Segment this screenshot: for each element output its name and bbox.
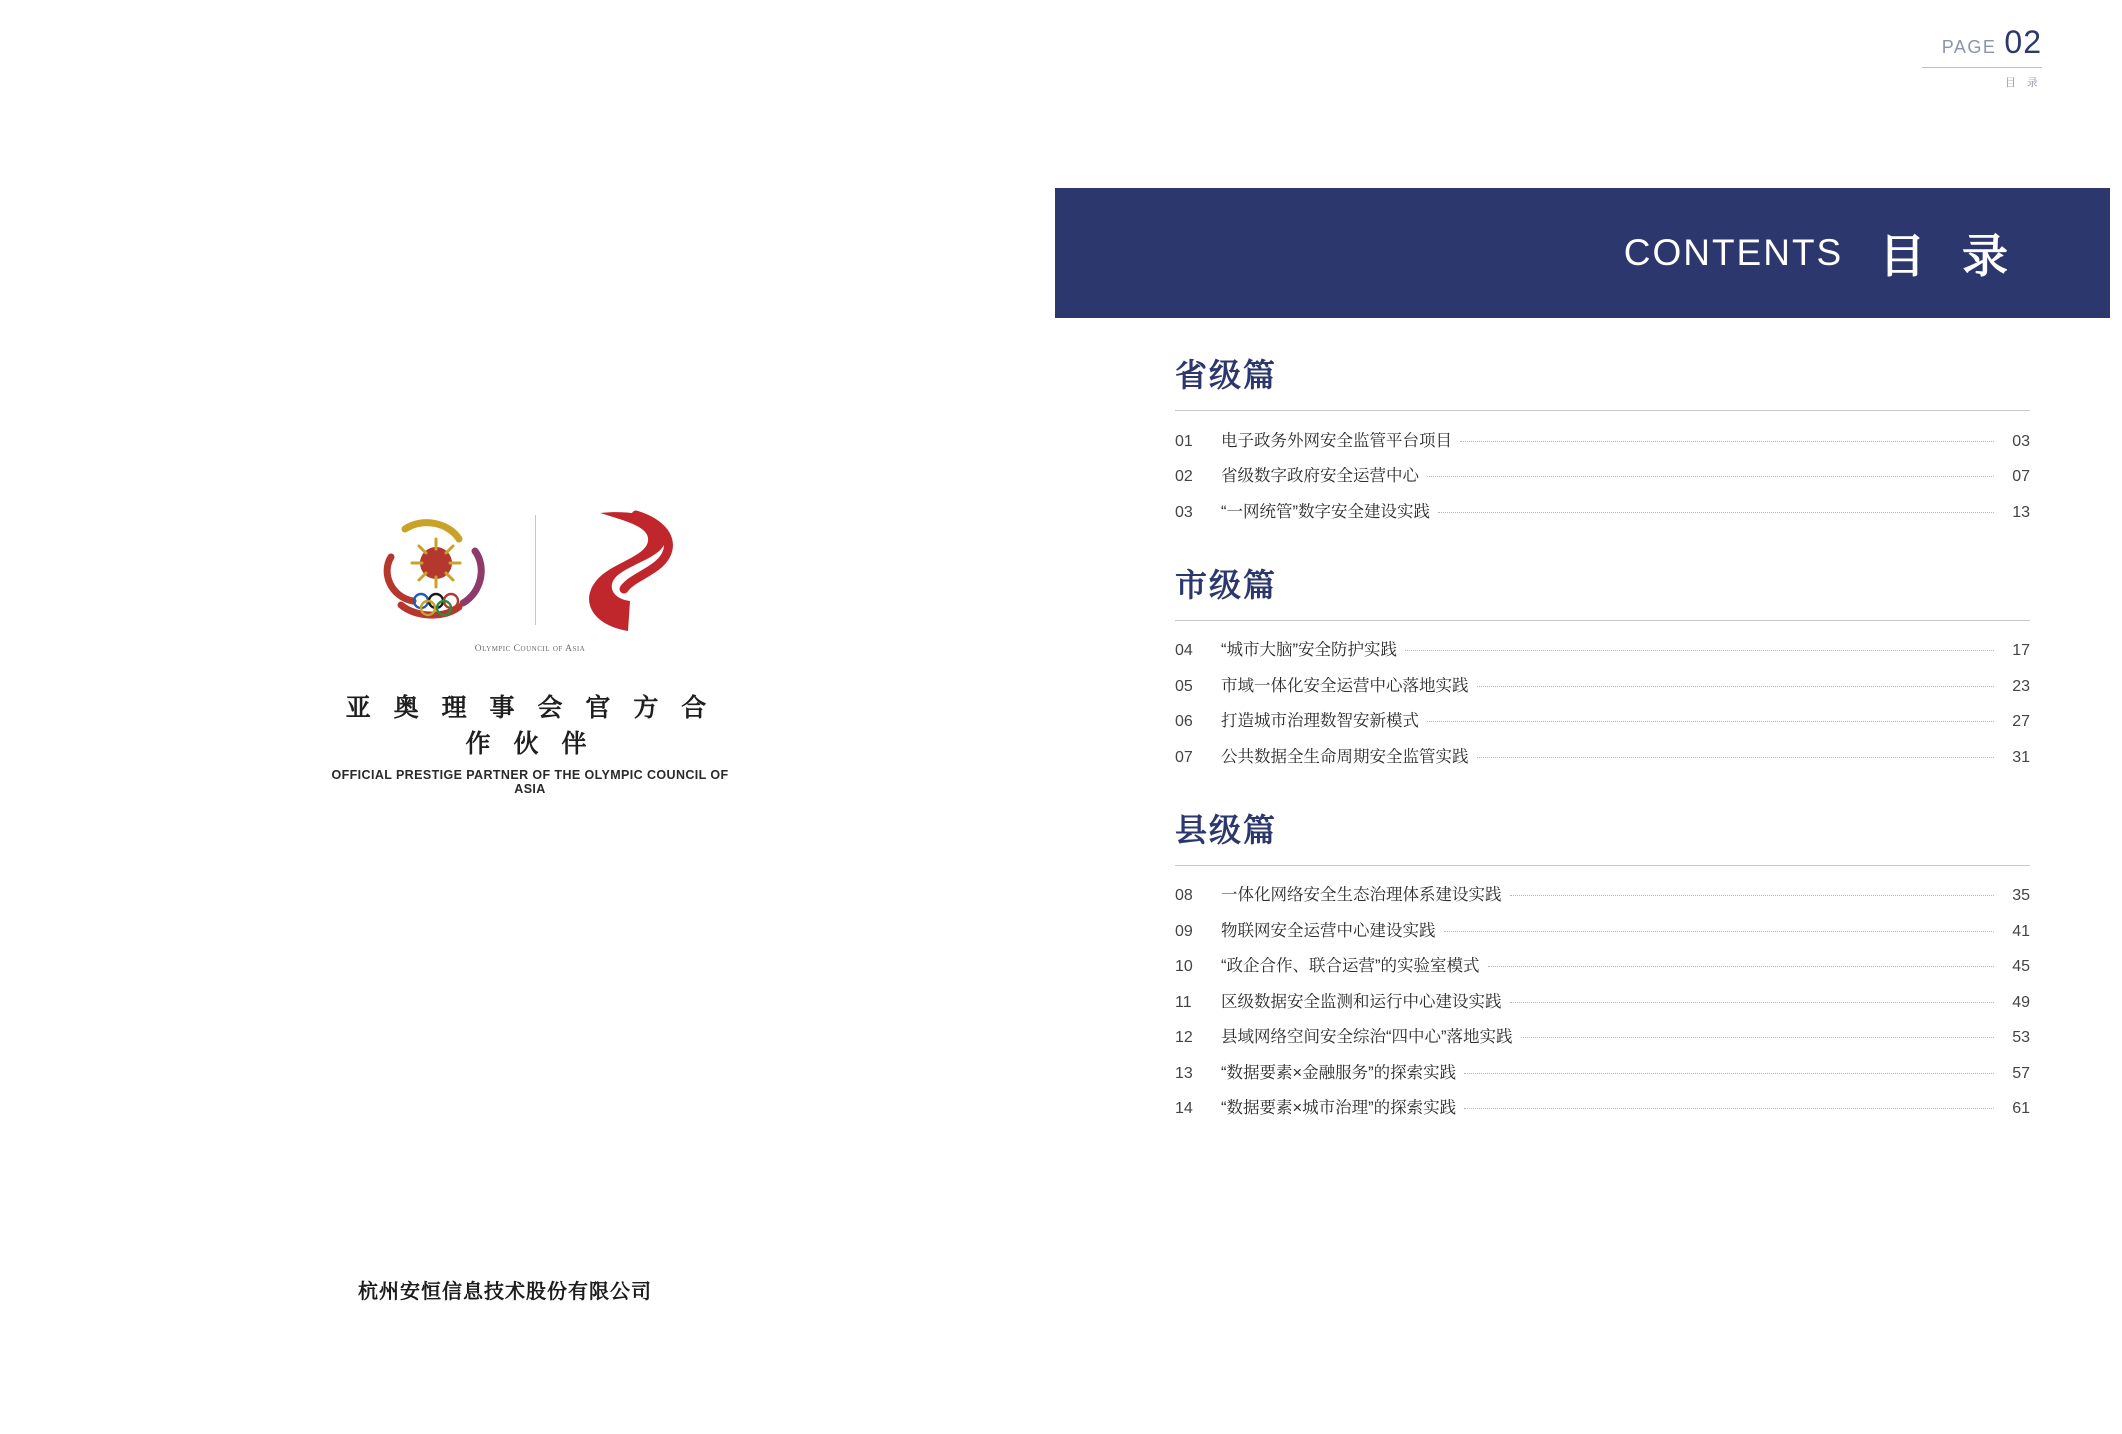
toc-entry[interactable] [1175, 698, 2030, 734]
toc-leader-dots [1510, 1002, 1995, 1003]
toc-entry-number: 10 [1175, 958, 1193, 975]
dbappsecurity-logo-icon [570, 505, 690, 635]
toc-entry[interactable] [1175, 943, 2030, 979]
toc-entry-label[interactable]: 一体化网络安全生态治理体系建设实践 [1221, 886, 1502, 904]
toc-entry-label[interactable]: “数据要素×城市治理”的探索实践 [1221, 1099, 1457, 1117]
toc-entry[interactable] [1175, 662, 2030, 698]
toc-leader-dots [1521, 1037, 1995, 1038]
toc-leader-dots [1477, 686, 1995, 687]
toc-entry-number: 06 [1175, 713, 1193, 730]
toc-entry-label[interactable]: 公共数据全生命周期安全监管实践 [1221, 747, 1469, 766]
toc-section-title: 省级篇 [1175, 350, 2030, 411]
toc-entry-label[interactable]: 电子政务外网安全监管平台项目 [1221, 431, 1452, 450]
toc-leader-dots [1427, 721, 1994, 722]
logo-row [330, 500, 730, 640]
toc-entry-page: 13 [2012, 503, 2030, 521]
toc-entry-page: 17 [2012, 642, 2030, 659]
toc-section-title: 市级篇 [1175, 560, 2030, 621]
toc-section [1175, 805, 2030, 1121]
toc-entry[interactable] [1175, 627, 2030, 663]
toc-entry[interactable] [1175, 1085, 2030, 1121]
toc-entry-page: 45 [2012, 958, 2030, 975]
page-marker-subtitle: 目 录 [2004, 77, 2042, 89]
toc-section [1175, 560, 2030, 769]
toc-entry[interactable] [1175, 1014, 2030, 1050]
toc-entry-page: 53 [2012, 1029, 2030, 1046]
toc-entry-label[interactable]: “一网统管”数字安全建设实践 [1221, 502, 1430, 521]
toc-entry-number: 08 [1175, 887, 1193, 904]
toc-entry[interactable] [1175, 453, 2030, 489]
toc-entry-number: 04 [1175, 642, 1193, 659]
contents-title-en: CONTENTS [1623, 232, 1844, 273]
toc-entry-page: 35 [2012, 887, 2030, 904]
toc-entry-number: 13 [1175, 1064, 1193, 1082]
toc-entry-number: 12 [1175, 1029, 1193, 1046]
toc-entry-number: 14 [1175, 1100, 1193, 1117]
toc-entry[interactable] [1175, 872, 2030, 908]
toc-leader-dots [1460, 441, 1994, 442]
toc-leader-dots [1510, 895, 1995, 896]
toc-entry[interactable] [1175, 488, 2030, 524]
toc-leader-dots [1488, 966, 1995, 967]
toc-entry-page: 49 [2012, 993, 2030, 1011]
toc-entry-label[interactable]: “政企合作、联合运营”的实验室模式 [1221, 957, 1480, 975]
contents-header-band [1055, 188, 2110, 318]
toc-entry[interactable] [1175, 1049, 2030, 1085]
toc-entry-number: 05 [1175, 677, 1193, 695]
toc-leader-dots [1405, 650, 1994, 651]
toc-entry-label[interactable]: “城市大脑”安全防护实践 [1221, 641, 1397, 659]
toc-entry-label[interactable]: 区级数据安全监测和运行中心建设实践 [1221, 992, 1502, 1011]
toc-leader-dots [1477, 757, 1995, 758]
toc-leader-dots [1464, 1073, 1994, 1074]
partner-logo-block [330, 500, 730, 796]
toc-entry-page: 03 [2012, 432, 2030, 450]
partner-title-en: OFFICIAL PRESTIGE PARTNER OF THE OLYMPIC COUNCIL OF ASIA [331, 768, 729, 796]
toc-entry-page: 41 [2012, 922, 2030, 940]
toc-entry[interactable] [1175, 733, 2030, 769]
toc-entry-page: 07 [2012, 468, 2030, 485]
toc-entry-number: 03 [1175, 503, 1193, 521]
page-marker-label: PAGE [1941, 37, 1997, 57]
logo-divider [535, 515, 536, 625]
toc-entry-label[interactable]: 物联网安全运营中心建设实践 [1221, 921, 1436, 940]
toc-entry-label[interactable]: 打造城市治理数智安新模式 [1221, 712, 1419, 730]
company-name: 杭州安恒信息技术股份有限公司 [358, 1281, 652, 1303]
toc-leader-dots [1438, 512, 1994, 513]
toc-entry[interactable] [1175, 978, 2030, 1014]
right-page [1055, 0, 2122, 1434]
toc-leader-dots [1427, 476, 1994, 477]
toc-entry-label[interactable]: “数据要素×金融服务”的探索实践 [1221, 1063, 1457, 1082]
toc-entry[interactable] [1175, 417, 2030, 453]
toc-entry-number: 11 [1175, 993, 1192, 1011]
olympic-council-of-asia-logo-icon [371, 505, 501, 635]
contents-title-cn: 目 录 [1879, 230, 2020, 282]
toc-entry-number: 09 [1175, 922, 1193, 940]
toc-leader-dots [1464, 1108, 1994, 1109]
toc-entry-label[interactable]: 省级数字政府安全运营中心 [1221, 467, 1419, 485]
page-marker-number: 02 [2004, 24, 2042, 60]
partner-title-cn: 亚 奥 理 事 会 官 方 合 作 伙 伴 [345, 694, 715, 758]
oca-caption: Olympic Council of Asia [474, 644, 586, 654]
toc-entry-page: 23 [2012, 677, 2030, 695]
toc-entry-number: 07 [1175, 748, 1193, 766]
toc-entry-label[interactable]: 县域网络空间安全综治“四中心”落地实践 [1221, 1028, 1513, 1046]
toc-section-title: 县级篇 [1175, 805, 2030, 866]
toc-entry[interactable] [1175, 907, 2030, 943]
toc-entry-page: 61 [2012, 1100, 2030, 1117]
toc-entry-label[interactable]: 市域一体化安全运营中心落地实践 [1221, 676, 1469, 695]
toc-entry-number: 02 [1175, 468, 1193, 485]
left-page [0, 0, 1055, 1434]
toc-entry-page: 31 [2012, 748, 2030, 766]
toc-entry-page: 27 [2012, 713, 2030, 730]
toc-leader-dots [1444, 931, 1995, 932]
toc-section [1175, 350, 2030, 524]
table-of-contents [1175, 350, 2030, 1156]
toc-entry-page: 57 [2012, 1064, 2030, 1082]
toc-entry-number: 01 [1175, 432, 1193, 450]
